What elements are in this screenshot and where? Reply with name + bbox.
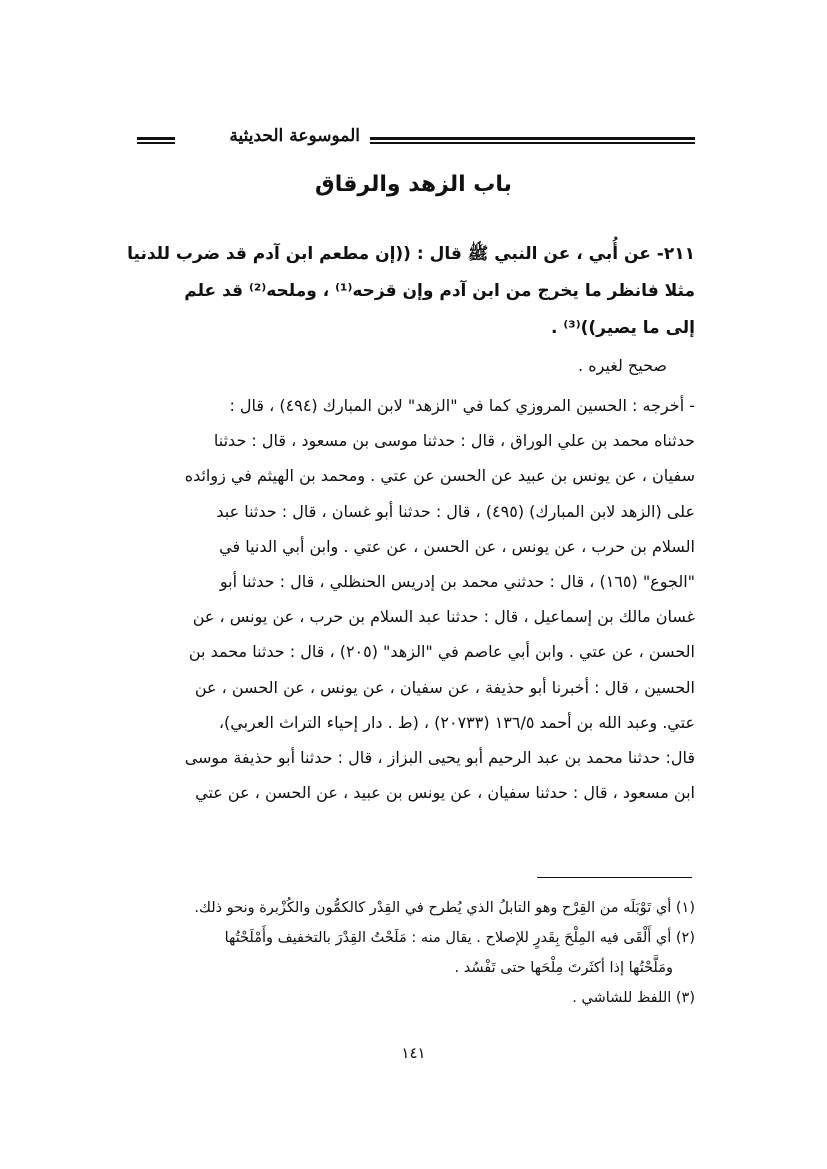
header-rule-left	[137, 137, 175, 144]
footnotes	[135, 893, 695, 1013]
takhrij-line: السلام بن حرب ، عن يونس ، عن الحسن ، عن عتي . وابن أبي الدنيا في	[219, 536, 695, 556]
footnote-separator	[537, 877, 692, 878]
takhrij-line: غسان مالك بن إسماعيل ، قال : حدثنا عبد السلام بن حرب ، عن يونس ، عن	[192, 607, 695, 627]
hadith-line: إلى ما يصير))⁽³⁾ .	[551, 318, 695, 338]
hadith-text	[127, 236, 695, 347]
chapter-title: باب الزهد والرقاق	[315, 172, 512, 197]
hadith-line: ٢١١- عن أُبي ، عن النبي ﷺ قال : ((إن مطعم ابن آدم قد ضرب للدنيا	[127, 244, 695, 264]
footnote-2: (٢) أي أَلْقَى فيه المِلْحَ بِقَدرٍ للإصلاح . يقال منه : مَلَحْتُ القِدْرَ بالتخفيف وأَمْلَحْتُها	[224, 930, 695, 946]
header-rule-right	[370, 137, 695, 144]
takhrij-line: ابن مسعود ، قال : حدثنا سفيان ، عن يونس بن عبيد ، عن الحسن ، عن عتي	[195, 783, 695, 803]
takhrij-line: عتي. وعبد الله بن أحمد ١٣٦/٥ (٢٠٧٣٣) ، (ط . دار إحياء التراث العربي)،	[218, 712, 695, 732]
takhrij-line: - أخرجه : الحسين المروزي كما في "الزهد" لابن المبارك (٤٩٤) ، قال :	[229, 396, 695, 415]
footnote-1: (١) أي تَوْبَلَه من القِرْح وهو التابلُ الذي يُطرح في القِدْر كالكمُّون والكُزْبرة ونحو ذلك.	[194, 900, 695, 916]
page-number: ١٤١	[401, 1044, 426, 1062]
takhrij-line: الحسين ، قال : أخبرنا أبو حذيفة ، عن سفيان ، عن يونس ، عن الحسن ، عن	[194, 677, 695, 697]
running-title: الموسوعة الحديثية	[229, 126, 360, 146]
takhrij-line: الحسن ، عن عتي . وابن أبي عاصم في "الزهد" (٢٠٥) ، قال : حدثنا محمد بن	[188, 642, 695, 662]
hadith-line: مثلا فانظر ما يخرج من ابن آدم وإن قزحه⁽¹⁾ ، وملحه⁽²⁾ قد علم	[184, 281, 695, 301]
takhrij-paragraph	[135, 388, 695, 810]
hadith-grade: صحيح لغيره .	[578, 356, 667, 375]
takhrij-line: على (الزهد لابن المبارك) (٤٩٥) ، قال : حدثنا أبو غسان ، قال : حدثنا عبد	[216, 501, 695, 521]
footnote-3: (٣) اللفظ للشاشي .	[572, 990, 695, 1006]
takhrij-line: "الجوع" (١٦٥) ، قال : حدثني محمد بن إدريس الحنظلي ، قال : حدثنا أبو	[219, 572, 695, 592]
running-header	[137, 126, 695, 152]
footnote-2-continuation: ومَلَّحْتُها إذا أكثَرتَ مِلْحَها حتى تَفْسُد .	[454, 960, 673, 976]
takhrij-line: سفيان ، عن يونس بن عبيد عن الحسن عن عتي . ومحمد بن الهيثم في زوائده	[184, 466, 695, 486]
takhrij-line: حدثناه محمد بن علي الوراق ، قال : حدثنا موسى بن مسعود ، قال : حدثنا	[213, 431, 695, 451]
takhrij-line: قال: حدثنا محمد بن عبد الرحيم أبو يحيى البزاز ، قال : حدثنا أبو حذيفة موسى	[184, 748, 695, 768]
